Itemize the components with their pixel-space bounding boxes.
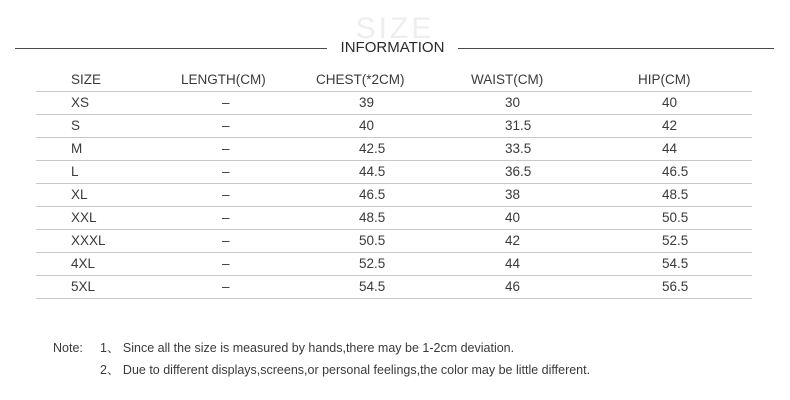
table-row: [36, 114, 752, 137]
cell-length: –: [222, 141, 230, 156]
cell-waist: 31.5: [505, 118, 532, 133]
note-item-2: 2、 Due to different displays,screens,or personal feelings,the color may be little different.: [100, 363, 591, 377]
cell-chest: 40: [359, 118, 375, 133]
note-item-1: 1、 Since all the size is measured by hands,there may be 1-2cm deviation.: [100, 341, 515, 355]
table-row: [36, 252, 752, 275]
cell-length: –: [222, 118, 230, 133]
cell-hip: 56.5: [662, 279, 689, 294]
size-watermark: SIZE: [355, 12, 435, 45]
table-row: [36, 160, 752, 183]
cell-hip: 48.5: [662, 187, 689, 202]
cell-size: M: [71, 141, 83, 156]
cell-hip: 52.5: [662, 233, 689, 248]
cell-length: –: [222, 256, 230, 271]
cell-hip: 42: [662, 118, 678, 133]
cell-waist: 42: [505, 233, 521, 248]
cell-waist: 44: [505, 256, 521, 271]
cell-size: XL: [71, 187, 88, 202]
cell-chest: 50.5: [359, 233, 386, 248]
cell-chest: 39: [359, 95, 375, 110]
cell-size: 5XL: [71, 279, 96, 294]
cell-length: –: [222, 95, 230, 110]
cell-size: XXXL: [71, 233, 106, 248]
table-row: [36, 91, 752, 114]
cell-length: –: [222, 233, 230, 248]
table-row: [36, 275, 752, 299]
cell-hip: 46.5: [662, 164, 689, 179]
cell-size: L: [71, 164, 79, 179]
cell-chest: 46.5: [359, 187, 386, 202]
cell-chest: 52.5: [359, 256, 386, 271]
cell-size: S: [71, 118, 81, 133]
cell-waist: 36.5: [505, 164, 532, 179]
header-chest: CHEST(*2CM): [316, 72, 405, 87]
cell-length: –: [222, 164, 230, 179]
table-row: [36, 229, 752, 252]
cell-waist: 30: [505, 95, 521, 110]
cell-size: XXL: [71, 210, 97, 225]
table-header-row: [36, 67, 752, 91]
table-row: [36, 183, 752, 206]
header-hip: HIP(CM): [638, 72, 691, 87]
cell-length: –: [222, 279, 230, 294]
cell-waist: 46: [505, 279, 521, 294]
section-title: INFORMATION: [340, 39, 445, 56]
size-chart-table: [36, 67, 752, 299]
note-label: Note:: [53, 341, 83, 355]
cell-size: 4XL: [71, 256, 96, 271]
cell-chest: 54.5: [359, 279, 386, 294]
cell-waist: 33.5: [505, 141, 532, 156]
cell-chest: 48.5: [359, 210, 386, 225]
table-row: [36, 206, 752, 229]
cell-chest: 42.5: [359, 141, 386, 156]
header-waist: WAIST(CM): [471, 72, 544, 87]
cell-waist: 40: [505, 210, 521, 225]
table-body: [36, 91, 752, 299]
table-row: [36, 137, 752, 160]
title-divider-right: [458, 48, 774, 49]
cell-hip: 44: [662, 141, 678, 156]
cell-length: –: [222, 187, 230, 202]
header-length: LENGTH(CM): [181, 72, 266, 87]
title-divider-left: [15, 48, 327, 49]
header-size: SIZE: [71, 72, 102, 87]
cell-hip: 40: [662, 95, 678, 110]
cell-hip: 50.5: [662, 210, 689, 225]
cell-chest: 44.5: [359, 164, 386, 179]
cell-waist: 38: [505, 187, 521, 202]
cell-hip: 54.5: [662, 256, 689, 271]
cell-length: –: [222, 210, 230, 225]
cell-size: XS: [71, 95, 90, 110]
